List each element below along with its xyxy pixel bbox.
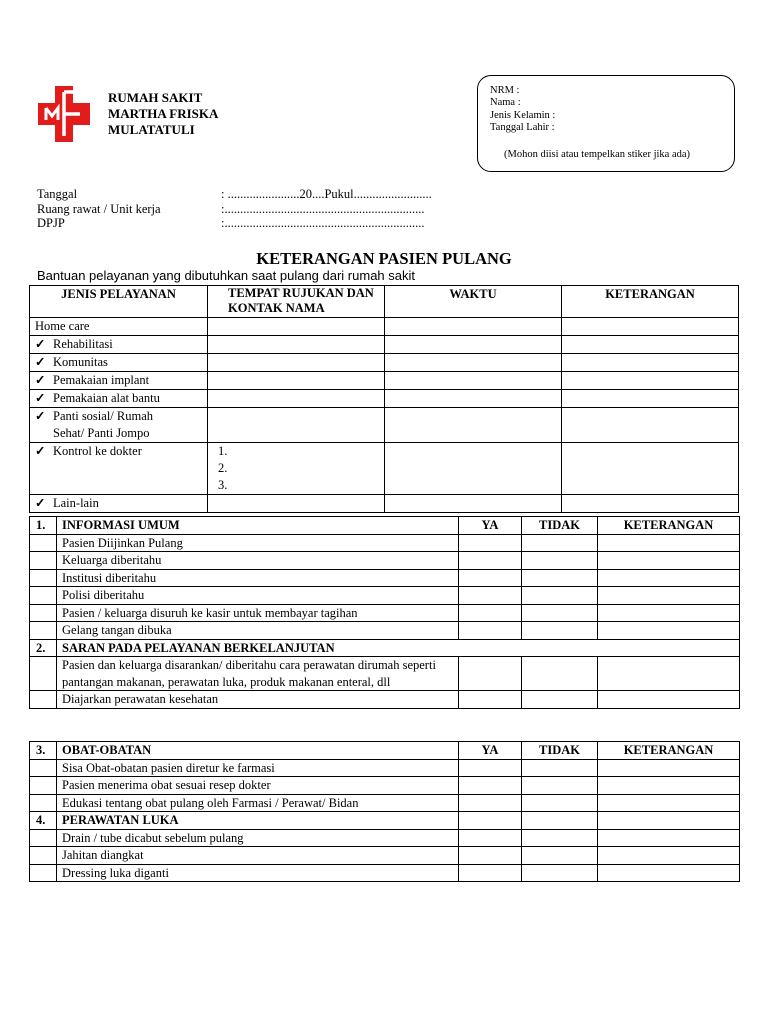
keterangan-cell[interactable] — [598, 604, 740, 622]
ya-cell[interactable] — [459, 794, 522, 812]
jenis-kelamin-label: Jenis Kelamin : — [490, 109, 556, 121]
ya-cell[interactable] — [459, 622, 522, 640]
tidak-cell[interactable] — [522, 829, 598, 847]
kontrol-number: 2. — [218, 461, 228, 475]
service-item: ✓ Rehabilitasi — [30, 336, 208, 354]
table-row — [30, 354, 739, 372]
table-row — [30, 569, 740, 587]
checklist-item: Edukasi tentang obat pulang oleh Farmasi / Perawat/ Bidan — [57, 794, 459, 812]
ya-cell[interactable] — [459, 587, 522, 605]
table-cell[interactable] — [385, 336, 562, 354]
table-cell — [30, 794, 57, 812]
tidak-cell[interactable] — [522, 864, 598, 882]
section-title: OBAT-OBATAN — [57, 742, 459, 760]
table-row — [30, 777, 740, 795]
tidak-cell[interactable] — [522, 691, 598, 709]
table-row — [30, 587, 740, 605]
ya-cell[interactable] — [459, 864, 522, 882]
table-cell[interactable] — [208, 354, 385, 372]
table-row — [30, 829, 740, 847]
checklist-item: Dressing luka diganti — [57, 864, 459, 882]
patient-identity-box[interactable] — [477, 75, 735, 172]
table-row — [30, 443, 739, 495]
tidak-cell[interactable] — [522, 657, 598, 691]
ya-cell[interactable] — [459, 777, 522, 795]
tanggal-lahir-label: Tanggal Lahir : — [490, 121, 555, 133]
col-header-waktu: WAKTU — [385, 286, 562, 318]
field-label: DPJP — [37, 216, 65, 231]
header-fields — [37, 187, 432, 231]
field-value[interactable]: :................................................................ — [221, 201, 425, 216]
checklist-item: Jahitan diangkat — [57, 847, 459, 865]
table-cell[interactable] — [385, 408, 562, 443]
table-cell[interactable] — [562, 336, 739, 354]
table-row — [30, 657, 740, 691]
ya-cell[interactable] — [459, 569, 522, 587]
ya-cell[interactable] — [459, 812, 522, 830]
table-cell — [30, 552, 57, 570]
checklist-item: Gelang tangan dibuka — [57, 622, 459, 640]
field-ruang-rawat[interactable] — [37, 202, 432, 217]
keterangan-cell[interactable] — [598, 552, 740, 570]
table-row — [30, 495, 739, 513]
col-header-keterangan: KETERANGAN — [598, 742, 740, 760]
checklist-item: Pasien / keluarga disuruh ke kasir untuk membayar tagihan — [57, 604, 459, 622]
table-row — [30, 336, 739, 354]
section-title: SARAN PADA PELAYANAN BERKELANJUTAN — [57, 639, 740, 657]
service-lain: ✓ Lain-lain — [30, 495, 208, 513]
col-header-tidak: TIDAK — [522, 742, 598, 760]
service-panti — [30, 408, 208, 443]
table-cell[interactable] — [562, 318, 739, 336]
checklist-item: Drain / tube dicabut sebelum pulang — [57, 829, 459, 847]
table-cell[interactable] — [208, 390, 385, 408]
checklist-item: Pasien dan keluarga disarankan/ diberitahu cara perawatan dirumah seperti pantangan makanan, perawatan luka, produk makanan enteral, dll — [57, 657, 459, 691]
checklist-table-1 — [29, 516, 740, 709]
checklist-item: Sisa Obat-obatan pasien diretur ke farmasi — [57, 759, 459, 777]
table-row — [30, 622, 740, 640]
keterangan-cell[interactable] — [598, 657, 740, 691]
table-cell — [30, 604, 57, 622]
checklist-item: Institusi diberitahu — [57, 569, 459, 587]
table-cell — [30, 657, 57, 691]
table-row — [30, 534, 740, 552]
col-header-tempat: TEMPAT RUJUKAN DAN KONTAK NAMA — [208, 286, 385, 318]
section-header-row — [30, 742, 740, 760]
checklist-item: Pasien menerima obat sesuai resep dokter — [57, 777, 459, 795]
table-row — [30, 864, 740, 882]
table-cell[interactable] — [208, 372, 385, 390]
keterangan-cell[interactable] — [598, 829, 740, 847]
ya-cell[interactable] — [459, 552, 522, 570]
services-table — [29, 285, 739, 513]
keterangan-cell[interactable] — [598, 587, 740, 605]
tidak-cell[interactable] — [522, 622, 598, 640]
keterangan-cell[interactable] — [598, 864, 740, 882]
col-header-jenis: JENIS PELAYANAN — [30, 286, 208, 318]
table-cell — [30, 622, 57, 640]
table-row — [30, 372, 739, 390]
service-item: ✓ Pemakaian alat bantu — [30, 390, 208, 408]
hospital-name — [108, 90, 218, 138]
section-number: 1. — [30, 517, 57, 535]
sticker-note: (Mohon diisi atau tempelkan stiker jika ada) — [504, 149, 691, 160]
field-value[interactable]: :................................................................ — [221, 216, 425, 231]
section-title: INFORMASI UMUM — [57, 517, 459, 535]
field-dpjp[interactable] — [37, 216, 432, 231]
kontrol-number: 1. — [218, 444, 228, 458]
col-header-keterangan: KETERANGAN — [598, 517, 740, 535]
keterangan-cell[interactable] — [598, 622, 740, 640]
tidak-cell[interactable] — [522, 847, 598, 865]
table-cell[interactable] — [385, 495, 562, 513]
table-cell[interactable] — [385, 443, 562, 495]
service-panti-line2: Sehat/ Panti Jompo — [53, 426, 150, 440]
table-cell — [30, 569, 57, 587]
tidak-cell[interactable] — [522, 777, 598, 795]
keterangan-cell[interactable] — [598, 847, 740, 865]
table-row — [30, 604, 740, 622]
table-row — [30, 759, 740, 777]
keterangan-cell[interactable] — [598, 812, 740, 830]
hospital-name-line: RUMAH SAKIT — [108, 90, 203, 105]
section-number: 3. — [30, 742, 57, 760]
col-header-keterangan: KETERANGAN — [562, 286, 739, 318]
checklist-item: Diajarkan perawatan kesehatan — [57, 691, 459, 709]
keterangan-cell[interactable] — [598, 777, 740, 795]
table-row — [30, 318, 739, 336]
checklist-item: Polisi diberitahu — [57, 587, 459, 605]
ya-cell[interactable] — [459, 691, 522, 709]
ya-cell[interactable] — [459, 657, 522, 691]
keterangan-cell[interactable] — [598, 534, 740, 552]
keterangan-cell[interactable] — [598, 569, 740, 587]
table-cell[interactable] — [562, 354, 739, 372]
table-cell — [30, 847, 57, 865]
ya-cell[interactable] — [459, 534, 522, 552]
table-cell — [30, 587, 57, 605]
table-cell[interactable] — [385, 354, 562, 372]
hospital-logo — [38, 86, 90, 142]
checklist-table-2 — [29, 741, 740, 882]
section-header-row — [30, 812, 740, 830]
col-header-ya: YA — [459, 742, 522, 760]
hospital-name-line: MULATATULI — [108, 122, 195, 137]
tidak-cell[interactable] — [522, 569, 598, 587]
ya-cell[interactable] — [459, 829, 522, 847]
table-cell[interactable] — [208, 318, 385, 336]
checklist-item: Pasien Diijinkan Pulang — [57, 534, 459, 552]
table-cell — [30, 829, 57, 847]
ya-cell[interactable] — [459, 604, 522, 622]
table-cell[interactable] — [562, 443, 739, 495]
hospital-name-line: MARTHA FRISKA — [108, 106, 219, 121]
section-number: 2. — [30, 639, 57, 657]
kontrol-number: 3. — [218, 478, 228, 492]
table-cell — [30, 864, 57, 882]
table-cell — [30, 691, 57, 709]
table-row — [30, 691, 740, 709]
table-row — [30, 847, 740, 865]
table-cell — [30, 534, 57, 552]
keterangan-cell[interactable] — [598, 794, 740, 812]
kontrol-number-list[interactable] — [208, 443, 385, 495]
section-header-row — [30, 639, 740, 657]
checklist-item: Keluarga diberitahu — [57, 552, 459, 570]
table-cell[interactable] — [208, 495, 385, 513]
ya-cell[interactable] — [459, 759, 522, 777]
ya-cell[interactable] — [459, 847, 522, 865]
service-item: ✓ Pemakaian implant — [30, 372, 208, 390]
field-value[interactable]: : .......................20....Pukul......................... — [221, 187, 432, 201]
tidak-cell[interactable] — [522, 759, 598, 777]
keterangan-cell[interactable] — [598, 691, 740, 709]
table-row — [30, 390, 739, 408]
tidak-cell[interactable] — [522, 534, 598, 552]
field-tanggal[interactable] — [37, 187, 432, 202]
table-cell[interactable] — [562, 408, 739, 443]
col-header-tidak: TIDAK — [522, 517, 598, 535]
service-panti-line1: ✓ Panti sosial/ Rumah — [35, 408, 207, 425]
table-cell[interactable] — [562, 390, 739, 408]
keterangan-cell[interactable] — [598, 759, 740, 777]
section-number: 4. — [30, 812, 57, 830]
table-cell[interactable] — [208, 336, 385, 354]
tidak-cell[interactable] — [522, 552, 598, 570]
table-cell[interactable] — [385, 390, 562, 408]
field-label: Tanggal — [37, 187, 78, 201]
table-cell[interactable] — [385, 372, 562, 390]
tidak-cell[interactable] — [522, 587, 598, 605]
page-title: KETERANGAN PASIEN PULANG — [256, 249, 512, 268]
service-kontrol: ✓ Kontrol ke dokter — [30, 443, 208, 495]
table-cell[interactable] — [385, 318, 562, 336]
tidak-cell[interactable] — [522, 604, 598, 622]
nama-label: Nama : — [490, 97, 521, 109]
table-header-row — [30, 286, 739, 318]
tidak-cell[interactable] — [522, 794, 598, 812]
page-subtitle: Bantuan pelayanan yang dibutuhkan saat pulang dari rumah sakit — [37, 268, 415, 283]
table-row — [30, 552, 740, 570]
table-row — [30, 408, 739, 443]
section-title: PERAWATAN LUKA — [57, 812, 459, 830]
service-home-care: Home care — [30, 318, 208, 336]
field-label: Ruang rawat / Unit kerja — [37, 201, 161, 216]
table-cell[interactable] — [562, 372, 739, 390]
table-row — [30, 794, 740, 812]
col-header-ya: YA — [459, 517, 522, 535]
service-item: ✓ Komunitas — [30, 354, 208, 372]
table-cell — [30, 759, 57, 777]
table-cell[interactable] — [208, 408, 385, 443]
tidak-cell[interactable] — [522, 812, 598, 830]
section-header-row — [30, 517, 740, 535]
table-cell[interactable] — [562, 495, 739, 513]
nrm-label: NRM : — [490, 85, 520, 96]
table-cell — [30, 777, 57, 795]
